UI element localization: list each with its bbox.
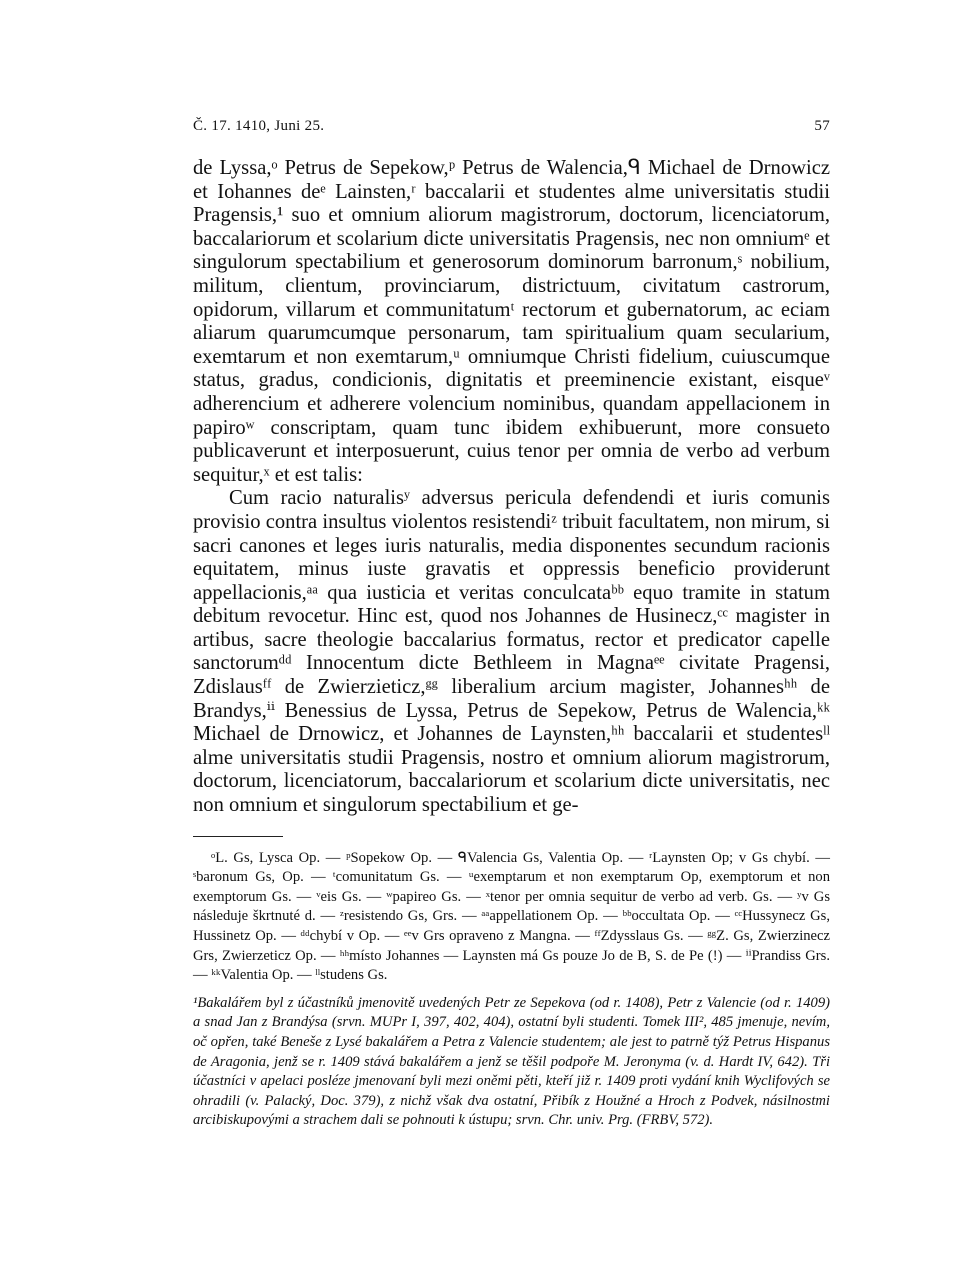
footnotes: [193, 849, 830, 1131]
header-citation: Č. 17. 1410, Juni 25.: [193, 118, 325, 134]
commentary-note: ¹Bakalářem byl z účastníků jmenovitě uvedených Petr ze Sepekova (od r. 1408), Petr z Valencie (od r. 1409) a snad Jan z Brandýsa (srvn. MUPr I, 397, 402, 404), ostatní byli studenti. Tomek III², 485 jmenuje, nevím, oč opřen, také Beneše z Lysé bakalářem a Petra z Valencie studentem; ale jest to patrně týž Petrus Hispanus de Aragonia, jenž se r. 1409 stává bakalářem a jenž se těšil podpoře M. Jeronyma (v. d. Hardt IV, 642). Tři účastníci v apelaci posléze jmenovaní byli mezi oněmi pěti, kteří již r. 1409 proti vydání knih Wyclifových se ohradili (v. Palacký, Doc. 379), z nichž však dva ostatní, Přibík z Houžné a Hroch z Podvek, násilnostmi arcibiskupovými a strachem dali se pohnouti k ústupu; srvn. Chr. univ. Prg. (FRBV, 572).: [193, 994, 830, 1129]
body-paragraph-1: de Lyssa,ᵒ Petrus de Sepekow,ᵖ Petrus de Walencia,ᑫ Michael de Drnowicz et Iohannes deᵉ Lainsten,ʳ baccalarii et studentes alme universitatis studii Pragensis,¹ suo et omnium aliorum magistrorum, doctorum, licenciatorum, baccalariorum et scolarium dicte universitatis Pragensis, nec non omniumᵉ et singulorum spectabilium et generosorum dominorum barronum,ˢ nobilium, militum, clientum, provinciarum, districtuum, civitatum castrorum, opidorum, villarum et communitatumᵗ rectorum et gubernatorum, ac eciam aliarum quarumcumque personarum, tam spiritualium quam secularium, exemtarum et non exemtarum,ᵘ omniumque Christi fidelium, cuiuscumque status, gradus, condicionis, dignitatis et preeminencie existant, eisqueᵛ adherencium et adherere volencium nominibus, quandam appellacionem in papiroʷ conscriptam, quam tunc ibidem exhibuerunt, more consueto publicaverunt et interposuerunt, cuius tenor per omnia de verbo ad verbum sequitur,ˣ et est talis:: [193, 157, 830, 486]
main-text: [193, 157, 830, 818]
footnote-rule: [193, 836, 283, 837]
running-header: [193, 118, 830, 135]
body-paragraph-2: Cum racio naturalisʸ adversus pericula defendendi et iuris comunis provisio contra insultus violentos resistendiᶻ tribuit facultatem, non mirum, si sacri canones et leges iuris naturalis, media disponentes secundum racionis equitatem, minus iuste gravatis et oppressis beneficio providerunt appellacionis,ᵃᵃ qua iusticia et veritas conculcataᵇᵇ equo tramite in statum debitum revocetur. Hinc est, quod nos Johannes de Husinecz,ᶜᶜ magister in artibus, sacre theologie baccalarius formatus, rector et predicator capelle sanctorumᵈᵈ Innocentum dicte Bethleem in Magnaᵉᵉ civitate Pragensi, Zdislausᶠᶠ de Zwierzieticz,ᵍᵍ liberalium arcium magister, Johannesʰʰ de Brandys,ⁱⁱ Benessius de Lyssa, Petrus de Sepekow, Petrus de Walencia,ᵏᵏ Michael de Drnowicz, et Johannes de Laynsten,ʰʰ baccalarii et studentesˡˡ alme universitatis studii Pragensis, nostro et omnium aliorum magistrorum, doctorum, licenciatorum, baccalariorum et scolarium dicte universitatis, nec non omnium et singulorum spectabilium et ge-: [193, 487, 830, 817]
document-page: [193, 118, 830, 1131]
page-number: 57: [814, 118, 830, 134]
variant-apparatus: ᵒL. Gs, Lysca Op. — ᵖSopekow Op. — ᑫValencia Gs, Valentia Op. — ʳLaynsten Op; v Gs chybí. — ˢbaronum Gs, Op. — ᵗcomunitatum Gs. — ᵘexemptarum et non exemptarum Op, exemptorum et non exemptorum Gs. — ᵛeis Gs. — ʷpapireo Gs. — ˣtenor per omnia sequitur de verbo ad verb. Gs. — ʸv Gs následuje škrtnuté d. — ᶻresistendo Gs, Grs. — ᵃᵃappellationem Op. — ᵇᵇoccultata Op. — ᶜᶜHussynecz Gs, Hussinetz Op. — ᵈᵈchybí v Op. — ᵉᵉv Grs opraveno z Mangna. — ᶠᶠZdysslaus Gs. — ᵍᵍZ. Gs, Zwierzinecz Grs, Zwierzeticz Op. — ʰʰmísto Johannes — Laynsten má Gs pouze Jo de B, S. de Pe (!) — ⁱⁱPrandiss Grs. — ᵏᵏValentia Op. — ˡˡstudens Gs.: [193, 849, 830, 984]
